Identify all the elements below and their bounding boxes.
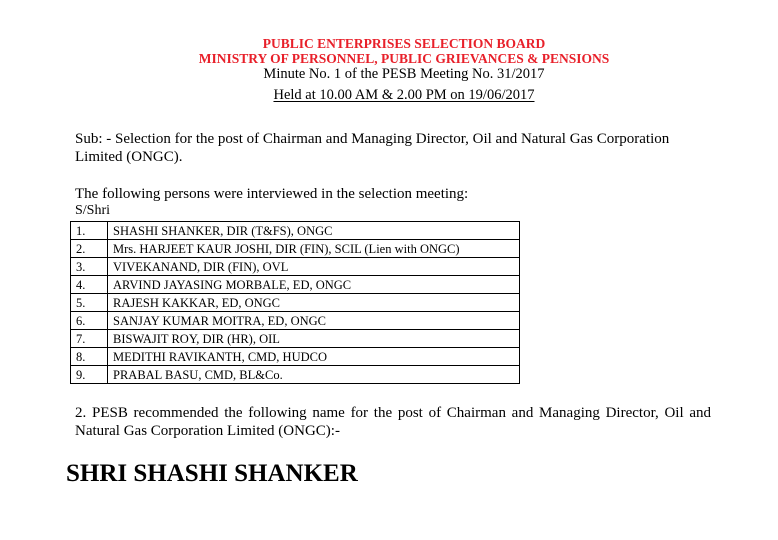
table-row — [71, 222, 520, 240]
row-number: 6. — [71, 312, 108, 330]
candidate-name: RAJESH KAKKAR, ED, ONGC — [108, 294, 520, 312]
candidate-name: VIVEKANAND, DIR (FIN), OVL — [108, 258, 520, 276]
table-row — [71, 330, 520, 348]
row-number: 2. — [71, 240, 108, 258]
row-number: 3. — [71, 258, 108, 276]
table-row — [71, 366, 520, 384]
candidates-table — [70, 221, 520, 384]
table-row — [71, 240, 520, 258]
candidate-name: SANJAY KUMAR MOITRA, ED, ONGC — [108, 312, 520, 330]
candidate-name: PRABAL BASU, CMD, BL&Co. — [108, 366, 520, 384]
row-number: 4. — [71, 276, 108, 294]
candidate-name: MEDITHI RAVIKANTH, CMD, HUDCO — [108, 348, 520, 366]
subject-line: Sub: - Selection for the post of Chairman and Managing Director, Oil and Natural Gas Corporation Limited (ONGC). — [75, 131, 670, 165]
row-number: 8. — [71, 348, 108, 366]
candidate-name: Mrs. HARJEET KAUR JOSHI, DIR (FIN), SCIL (Lien with ONGC) — [108, 240, 520, 258]
meeting-time-text: Held at 10.00 AM & 2.00 PM on 19/06/2017 — [273, 87, 535, 103]
minute-number: Minute No. 1 of the PESB Meeting No. 31/2017 — [263, 66, 545, 82]
document-header — [0, 36, 778, 104]
selected-candidate: SHRI SHASHI SHANKER — [66, 460, 358, 487]
salutation: S/Shri — [75, 203, 111, 218]
candidates-table-body — [71, 222, 520, 384]
table-row — [71, 312, 520, 330]
table-row — [71, 258, 520, 276]
candidate-name: BISWAJIT ROY, DIR (HR), OIL — [108, 330, 520, 348]
table-row — [71, 348, 520, 366]
ministry-name: MINISTRY OF PERSONNEL, PUBLIC GRIEVANCES & PENSIONS — [198, 51, 610, 66]
candidate-name: ARVIND JAYASING MORBALE, ED, ONGC — [108, 276, 520, 294]
recommendation-paragraph: 2. PESB recommended the following name for the post of Chairman and Managing Director, Oil and Natural Gas Corporation Limited (ONGC):- — [75, 405, 711, 439]
row-number: 1. — [71, 222, 108, 240]
row-number: 5. — [71, 294, 108, 312]
interview-intro — [75, 185, 468, 219]
table-row — [71, 294, 520, 312]
meeting-time — [0, 87, 778, 104]
candidate-name: SHASHI SHANKER, DIR (T&FS), ONGC — [108, 222, 520, 240]
board-name: PUBLIC ENTERPRISES SELECTION BOARD — [262, 36, 546, 51]
table-row — [71, 276, 520, 294]
row-number: 9. — [71, 366, 108, 384]
interview-intro-text: The following persons were interviewed in the selection meeting: — [75, 186, 469, 202]
row-number: 7. — [71, 330, 108, 348]
